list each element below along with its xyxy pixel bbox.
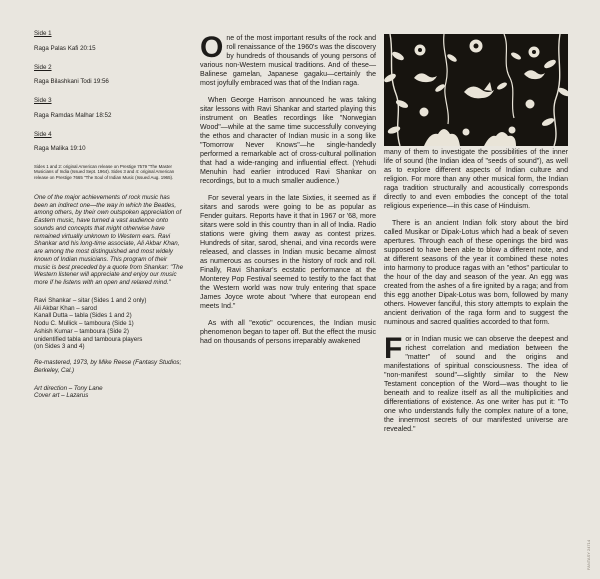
tracklist-column bbox=[34, 30, 184, 400]
essay-paragraph: One of the most important results of the rock and roll renaissance of the 1960's was the discovery by hundreds of thousands of young persons of various non-Western musical traditions. And of these—Balinese gamelan, Japanese gagaku—certainly the most joyfully embraced was that of the Indian raga. bbox=[200, 31, 376, 88]
essay-paragraph: When George Harrison announced he was taking sitar lessons with Ravi Shankar and started playing this instrument on Beatles recordings like "Norwegian Wood"—while at the same time successfully conveying the ethos and character of Indian music in a song like "Tomorrow Never Knows"—he single-handedly performed a remarkable act of cross-cultural pollination that had a wide-ranging and influential effect. (Yehudi Menuhin had earlier introduced Ravi Shankar on recordings, but to a much smaller audience.) bbox=[200, 97, 376, 186]
side-label: Side 4 bbox=[34, 130, 52, 138]
essay-paragraph: As with all "exotic" occurences, the Indian music phenomenon began to taper off. But the effect the music had on thousands of persons irreparably awakened bbox=[200, 320, 376, 346]
catalog-stamp: FANTASY 24714 bbox=[586, 539, 591, 570]
track-title: Raga Ramdas Malhar 18:52 bbox=[34, 111, 112, 119]
release-note: Sides 1 and 2: original American release on Prestige 7579 "The Master Musicians of India (Issued Sept. 1964). Sides 3 and 4: original American release on Prestige 7665 "The Soul of Indian Music (Issued Aug. 1965). bbox=[34, 164, 175, 180]
track-title: Raga Palas Kafi 20:15 bbox=[34, 44, 96, 52]
track-3 bbox=[34, 97, 184, 120]
decorative-artwork bbox=[384, 34, 568, 146]
track-1 bbox=[34, 30, 184, 53]
intro-text: One of the major achievements of rock music has been an indirect one—the way in which the Beatles, among others, by their own outspoken appreciation of Eastern music, have turned a vast audience onto sounds and concepts that might otherwise have remained virtually unknown to Western ears. Ravi Shankar and his long-time associate, Ali Akbar Khan, are among the most distinguished and most widely known of Indian musicians. This program of their music is best preceded by a quote from Shankar: "The Western listener will appreciate and enjoy our music more if he listens with an open and relaxed mind." bbox=[34, 193, 184, 287]
side-label: Side 2 bbox=[34, 63, 52, 71]
personnel-list bbox=[34, 297, 184, 351]
personnel-item: Ashish Kumar – tamboura (Side 2) bbox=[34, 327, 129, 335]
art-credit-item: Cover art – Lazarus bbox=[34, 392, 89, 400]
personnel-item: (on Sides 3 and 4) bbox=[34, 343, 85, 351]
track-4 bbox=[34, 131, 184, 154]
essay-column-2 bbox=[200, 31, 376, 355]
art-credit-item: Art direction – Tony Lane bbox=[34, 384, 103, 392]
track-title: Raga Malika 19:10 bbox=[34, 145, 86, 153]
personnel-item: Ali Akbar Khan – sarod bbox=[34, 304, 97, 312]
side-label: Side 1 bbox=[34, 30, 52, 37]
track-2 bbox=[34, 64, 184, 87]
essay-paragraph: many of them to investigate the possibilities of the inner life of sound (the Indian idea of "seeds of sound"), as well as to explore different aspects of Indian culture and religion. For more than any other musical form, the Indian raga tradition structurally and acoustically corresponds directly to and even embodies the concept of the total religious experience—in this case of Hinduism. bbox=[384, 149, 568, 211]
personnel-item: Nodu C. Mullick – tamboura (Side 1) bbox=[34, 320, 134, 328]
remaster-credit: Re-mastered, 1973, by Mike Reese (Fantasy Studios; Berkeley, Cal.) bbox=[34, 359, 182, 374]
drop-cap: F bbox=[384, 332, 403, 366]
floral-ornament-icon bbox=[384, 34, 568, 146]
personnel-item: Ravi Shankar – sitar (Sides 1 and 2 only) bbox=[34, 296, 147, 304]
track-title: Raga Bilashkani Todi 19:56 bbox=[34, 78, 109, 86]
drop-cap: O bbox=[200, 31, 224, 64]
essay-paragraph: There is an ancient Indian folk story about the bird called Musikar or Dipak-Lotus which had a beak of seven apertures. Through each of these openings the bird was supposed to have been able to blow a different note, and at different seasons of the year it combined these notes into harmony to produce ragas with an "ethos" particular to the hour of the day and season of the year. An egg was created from the ashes of a fire ignited by a raga; and from this egg another Dipak-Lotus was born, followed by many others. However fanciful, this story attempts to explain the ancient derivation of the raga form and to suggest the numinous and sacred qualities accorded to that form. bbox=[384, 220, 568, 327]
essay-column-3 bbox=[384, 34, 568, 442]
essay-paragraph: For several years in the late Sixties, it seemed as if sitars and sarods were going to be as popular as Fender guitars. Reports have it that in 1967 or '68, more sitars were sold in this country than in all of India. Radio stations were giving them away as contest prizes. Hundreds of sitar, sarod, shenai, and vina records were released, and classes in Indian music became almost as numerous as courses in the history of rock and roll. Finally, Ravi Shankar's ecstatic performance at the Monterey Pop Festival seemed to testify to the fact that the Western world was now truly entering that space James Joyce wrote about "where that european end meets Ind." bbox=[200, 195, 376, 311]
personnel-item: Kanall Dutta – tabla (Sides 1 and 2) bbox=[34, 312, 132, 320]
art-credits bbox=[34, 385, 184, 401]
essay-paragraph: For in Indian music we can observe the deepest and richest correlation and mediation between the "matter" of sound and the origins and manifestations of spiritual consciousness. The idea of "non-manifest sound"—slightly similar to the New Testament conception of the Word—was thought to lie beneath and to realize itself as all the multiplicities and differentiations of existence. As one writer has put it: "To one who understands fully the complex nature of a tone, the innermost secrets of our manifested universe are revealed." bbox=[384, 332, 568, 434]
side-label: Side 3 bbox=[34, 97, 52, 104]
personnel-item: unidentified tabla and tamboura players bbox=[34, 335, 143, 343]
